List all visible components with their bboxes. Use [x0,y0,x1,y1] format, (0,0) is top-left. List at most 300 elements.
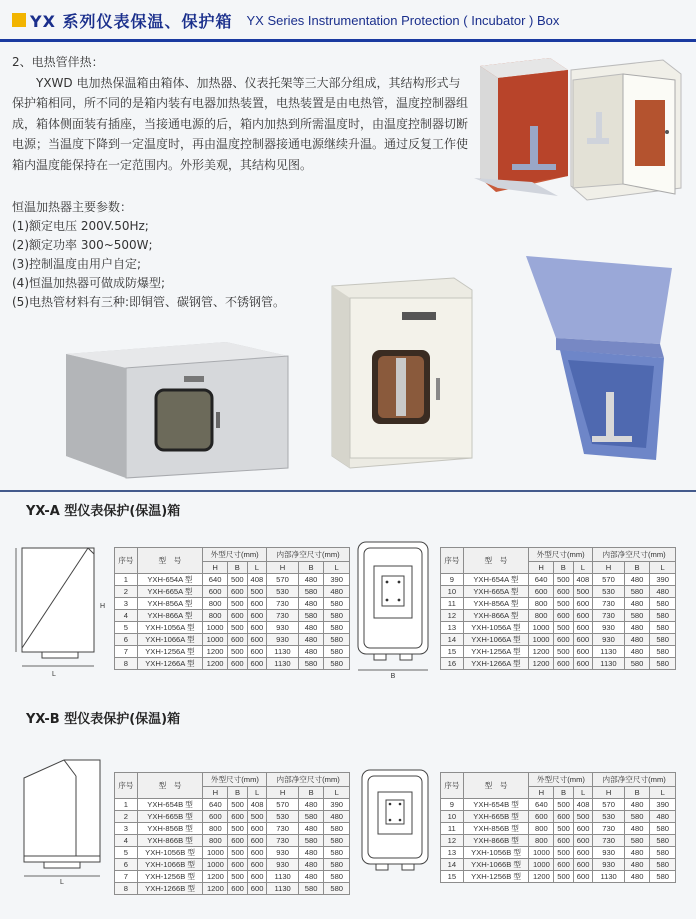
table-cell: 480 [298,622,324,634]
table-cell: 600 [573,598,593,610]
table-cell: 580 [650,622,676,634]
label-l: L [60,879,64,886]
table-cell: 600 [247,646,267,658]
col-outer: 外型尺寸(mm) [203,548,267,562]
table-cell: 570 [593,799,625,811]
table-cell: 1000 [203,847,228,859]
table-cell: 15 [441,871,464,883]
table-cell: 640 [203,799,228,811]
table-cell: 580 [324,823,350,835]
table-cell: 600 [573,610,593,622]
table-row [441,622,676,634]
model-cell: YXH-1056A 型 [463,622,528,634]
table-cell: 600 [573,835,593,847]
table-cell: 930 [267,622,299,634]
table-cell: 600 [247,610,267,622]
table-cell: 408 [573,799,593,811]
table-cell: 600 [247,622,267,634]
col-b: B [228,562,248,574]
table-cell: 1000 [529,847,554,859]
table-cell: 7 [115,871,138,883]
col-h: H [203,787,228,799]
table-cell: 600 [247,871,267,883]
table-cell: 580 [624,658,650,670]
table-cell: 580 [298,586,324,598]
table-cell: 480 [624,574,650,586]
table-cell: 480 [624,871,650,883]
col-b: B [554,562,574,574]
table-cell: 500 [554,799,574,811]
table-cell: 390 [324,574,350,586]
table-cell: 580 [324,610,350,622]
table-row [115,586,350,598]
model-cell: YXH-1256B 型 [463,871,529,883]
table-cell: 14 [441,634,464,646]
col-b: B [228,787,248,799]
table-cell: 480 [324,811,350,823]
table-cell: 500 [228,847,248,859]
table-cell: 930 [267,859,299,871]
table-cell: 500 [554,598,574,610]
table-cell: 580 [324,835,350,847]
table-cell: 1200 [203,646,228,658]
table-row [441,847,676,859]
table-cell: 500 [228,823,248,835]
section-divider [0,490,696,492]
col-l: L [247,787,267,799]
label-h: H [100,603,106,610]
table-cell: 600 [554,859,574,871]
table-row [441,811,676,823]
model-cell: YXH-1256A 型 [463,646,528,658]
table-cell: 500 [228,598,248,610]
model-cell: YXH-1066B 型 [463,859,529,871]
table-cell: 800 [529,610,554,622]
table-cell: 500 [228,646,248,658]
table-cell: 1130 [593,646,625,658]
model-cell: YXH-1066A 型 [463,634,528,646]
table-cell: 600 [247,823,267,835]
table-cell: 1200 [203,658,228,670]
model-cell: YXH-654A 型 [463,574,528,586]
table-cell: 480 [298,598,324,610]
table-cell: 1 [115,799,138,811]
header-rule [0,39,696,42]
label-b: B [390,673,396,680]
table-cell: 600 [554,610,574,622]
table-row [441,634,676,646]
table-cell: 600 [228,658,248,670]
table-cell: 600 [247,835,267,847]
table-cell: 480 [624,622,650,634]
table-cell: 580 [298,883,324,895]
col-l: L [573,787,593,799]
table-cell: 480 [298,859,324,871]
table-cell: 6 [115,634,138,646]
table-cell: 500 [247,586,267,598]
table-row [115,598,350,610]
table-row [115,658,350,670]
section-a-rows-left [115,574,350,670]
col-model: 型 号 [137,548,202,574]
model-cell: YXH-856B 型 [463,823,529,835]
table-cell: 600 [554,835,574,847]
section-b-rows-left [115,799,350,895]
table-cell: 600 [247,883,267,895]
table-cell: 600 [203,811,228,823]
table-cell: 930 [593,859,625,871]
table-cell: 480 [624,634,650,646]
col-l: L [650,562,676,574]
section-a-table-right [440,547,676,670]
table-cell: 480 [298,823,324,835]
table-cell: 9 [441,574,464,586]
table-cell: 600 [228,883,248,895]
table-cell: 600 [228,811,248,823]
table-cell: 580 [624,586,650,598]
table-cell: 530 [267,811,299,823]
table-cell: 500 [228,871,248,883]
table-cell: 580 [650,847,676,859]
table-row [115,646,350,658]
param-item: (5)电热管材料有三种:即铜管、碳钢管、不锈钢管。 [12,295,286,309]
col-l: L [573,562,593,574]
table-cell: 600 [554,634,574,646]
table-cell: 500 [228,799,248,811]
col-h: H [593,562,625,574]
table-row [441,799,676,811]
table-cell: 1130 [593,871,625,883]
heater-params [12,198,312,312]
table-cell: 530 [267,586,299,598]
page-title-cn: YX 系列仪表保温、保护箱 [30,11,233,31]
table-cell: 600 [247,598,267,610]
table-cell: 14 [441,859,464,871]
model-cell: YXH-665A 型 [137,586,202,598]
table-cell: 580 [324,598,350,610]
section-b-table-left [114,772,350,895]
section-a-title: YX-A 型仪表保护(保温)箱 [26,504,181,519]
table-row [115,835,350,847]
drawing-a-side [14,538,112,678]
table-cell: 600 [554,658,574,670]
table-cell: 480 [624,799,650,811]
col-outer: 外型尺寸(mm) [203,773,267,787]
col-no: 序号 [115,773,138,799]
photo-open-box-blue [496,252,686,464]
table-cell: 730 [267,598,299,610]
table-row [441,859,676,871]
table-cell: 580 [650,859,676,871]
table-cell: 408 [573,574,593,586]
col-h: H [203,562,228,574]
table-row [115,823,350,835]
table-cell: 1200 [203,871,228,883]
table-cell: 1000 [529,859,554,871]
params-heading: 恒温加热器主要参数： [12,200,133,214]
col-l: L [324,562,350,574]
table-row [441,871,676,883]
table-cell: 730 [593,610,625,622]
table-cell: 500 [554,823,574,835]
table-cell: 530 [593,586,625,598]
table-cell: 600 [529,586,554,598]
table-cell: 600 [573,658,593,670]
table-cell: 480 [298,799,324,811]
table-cell: 580 [324,646,350,658]
table-cell: 600 [573,622,593,634]
table-cell: 7 [115,646,138,658]
table-cell: 13 [441,622,464,634]
table-cell: 580 [298,835,324,847]
col-no: 序号 [441,773,464,799]
col-b: B [624,562,650,574]
table-cell: 8 [115,658,138,670]
table-cell: 930 [593,634,625,646]
model-cell: YXH-1256A 型 [137,646,202,658]
table-cell: 408 [247,574,267,586]
table-cell: 580 [624,610,650,622]
title-bullet [12,13,26,27]
model-cell: YXH-866B 型 [463,835,529,847]
table-cell: 2 [115,586,138,598]
param-item: (2)额定功率 300~500W; [12,238,153,252]
model-cell: YXH-866B 型 [137,835,203,847]
drawing-a-front [352,538,436,680]
table-cell: 580 [298,811,324,823]
param-item: (1)额定电压 200V.50Hz; [12,219,149,233]
model-cell: YXH-665A 型 [463,586,528,598]
table-cell: 600 [573,847,593,859]
table-cell: 580 [650,610,676,622]
table-cell: 580 [324,859,350,871]
table-cell: 600 [228,859,248,871]
col-outer: 外型尺寸(mm) [529,773,593,787]
table-cell: 1130 [267,883,299,895]
table-row [115,847,350,859]
table-cell: 1130 [593,658,625,670]
table-cell: 11 [441,823,464,835]
col-inner: 内部净空尺寸(mm) [267,773,350,787]
col-model: 型 号 [137,773,203,799]
table-cell: 580 [324,634,350,646]
table-cell: 480 [650,811,676,823]
table-cell: 500 [554,847,574,859]
table-cell: 500 [554,574,574,586]
table-row [441,646,676,658]
photo-open-box-red [472,56,572,206]
table-cell: 6 [115,859,138,871]
table-cell: 10 [441,586,464,598]
table-cell: 580 [324,622,350,634]
table-row [115,799,350,811]
table-row [441,610,676,622]
table-cell: 11 [441,598,464,610]
col-l: L [324,787,350,799]
table-cell: 480 [298,847,324,859]
table-cell: 408 [247,799,267,811]
table-cell: 580 [624,811,650,823]
table-cell: 1000 [203,859,228,871]
table-cell: 730 [593,823,625,835]
table-cell: 600 [203,586,228,598]
table-cell: 530 [593,811,625,823]
table-cell: 800 [203,610,228,622]
table-row [115,883,350,895]
col-b: B [554,787,574,799]
table-cell: 12 [441,835,464,847]
col-h: H [267,562,299,574]
table-cell: 570 [593,574,625,586]
drawing-b-front [356,766,436,876]
model-cell: YXH-1056B 型 [463,847,529,859]
table-cell: 1200 [203,883,228,895]
table-cell: 600 [573,871,593,883]
table-cell: 600 [247,847,267,859]
section-a-rows-right [441,574,676,670]
table-cell: 500 [573,586,593,598]
table-cell: 600 [573,634,593,646]
table-cell: 4 [115,610,138,622]
table-row [441,823,676,835]
table-cell: 8 [115,883,138,895]
col-h: H [267,787,299,799]
col-h: H [593,787,625,799]
table-row [441,574,676,586]
model-cell: YXH-856A 型 [137,598,202,610]
table-cell: 480 [624,598,650,610]
table-cell: 580 [650,634,676,646]
table-cell: 600 [247,859,267,871]
table-cell: 500 [554,622,574,634]
page-header [0,0,696,40]
intro-text [12,52,472,175]
table-cell: 800 [203,598,228,610]
table-cell: 5 [115,847,138,859]
col-model: 型 号 [463,548,528,574]
table-row [441,586,676,598]
table-cell: 580 [298,610,324,622]
col-h: H [529,787,554,799]
table-cell: 600 [228,586,248,598]
model-cell: YXH-654B 型 [137,799,203,811]
table-cell: 390 [650,574,676,586]
model-cell: YXH-654B 型 [463,799,529,811]
table-cell: 480 [298,646,324,658]
table-cell: 500 [247,811,267,823]
table-cell: 480 [298,574,324,586]
table-cell: 13 [441,847,464,859]
table-cell: 730 [267,835,299,847]
model-cell: YXH-1056B 型 [137,847,203,859]
table-cell: 580 [650,823,676,835]
table-cell: 10 [441,811,464,823]
section-b-table-right [440,772,676,883]
section-b-rows-right [441,799,676,883]
table-cell: 1000 [203,622,228,634]
col-outer: 外型尺寸(mm) [529,548,593,562]
table-cell: 600 [228,610,248,622]
table-cell: 640 [529,799,554,811]
table-cell: 480 [624,646,650,658]
table-row [115,574,350,586]
intro-paragraph: YXWD 电加热保温箱由箱体、加热器、仪表托架等三大部分组成，其结构形式与保护箱相同，所不同的是箱内装有电器加热装置，电热装置是由电热管，温度控制器组成，箱体侧面装有插座，当接通电源的后，箱内加热到所需温度时，由温度控制器切断电源；当温度下降到一定温度时，再由温度控制器接通电源继续升温。通过反复工作使箱内温度能保持在一定范围内。外形美观，其结构见图。 [12,75,469,172]
drawing-b-side [14,752,112,886]
model-cell: YXH-866A 型 [463,610,528,622]
col-l: L [650,787,676,799]
table-cell: 600 [529,811,554,823]
table-cell: 580 [324,883,350,895]
table-row [441,658,676,670]
table-cell: 3 [115,598,138,610]
table-cell: 580 [650,646,676,658]
table-cell: 730 [267,823,299,835]
table-cell: 600 [247,658,267,670]
table-row [115,610,350,622]
model-cell: YXH-665B 型 [463,811,529,823]
table-row [115,859,350,871]
table-cell: 480 [624,823,650,835]
table-cell: 730 [267,610,299,622]
model-cell: YXH-856B 型 [137,823,203,835]
table-cell: 600 [573,646,593,658]
table-cell: 600 [554,811,574,823]
table-cell: 580 [324,658,350,670]
table-cell: 580 [650,598,676,610]
table-cell: 800 [529,835,554,847]
table-cell: 2 [115,811,138,823]
table-cell: 800 [529,598,554,610]
table-cell: 600 [573,859,593,871]
table-cell: 480 [298,871,324,883]
table-cell: 1000 [203,634,228,646]
table-cell: 1200 [529,658,554,670]
table-cell: 4 [115,835,138,847]
table-cell: 580 [324,847,350,859]
col-no: 序号 [441,548,464,574]
table-cell: 600 [228,835,248,847]
table-cell: 16 [441,658,464,670]
model-cell: YXH-1266B 型 [137,883,203,895]
param-item: (4)恒温加热器可做成防爆型; [12,276,166,290]
col-l: L [247,562,267,574]
col-b: B [624,787,650,799]
table-cell: 500 [554,871,574,883]
table-cell: 390 [650,799,676,811]
col-inner: 内部净空尺寸(mm) [267,548,350,562]
table-cell: 1 [115,574,138,586]
table-cell: 390 [324,799,350,811]
table-row [115,634,350,646]
table-cell: 600 [554,586,574,598]
model-cell: YXH-1266A 型 [137,658,202,670]
model-cell: YXH-1256B 型 [137,871,203,883]
table-cell: 580 [624,835,650,847]
col-b: B [298,562,324,574]
table-cell: 480 [624,847,650,859]
table-cell: 500 [554,646,574,658]
table-cell: 580 [650,835,676,847]
table-cell: 580 [650,658,676,670]
label-l: L [52,671,56,678]
table-cell: 600 [573,823,593,835]
photo-steel-box [56,320,296,482]
table-cell: 930 [593,847,625,859]
table-cell: 570 [267,574,299,586]
table-cell: 1200 [529,646,554,658]
col-h: H [529,562,554,574]
model-cell: YXH-856A 型 [463,598,528,610]
